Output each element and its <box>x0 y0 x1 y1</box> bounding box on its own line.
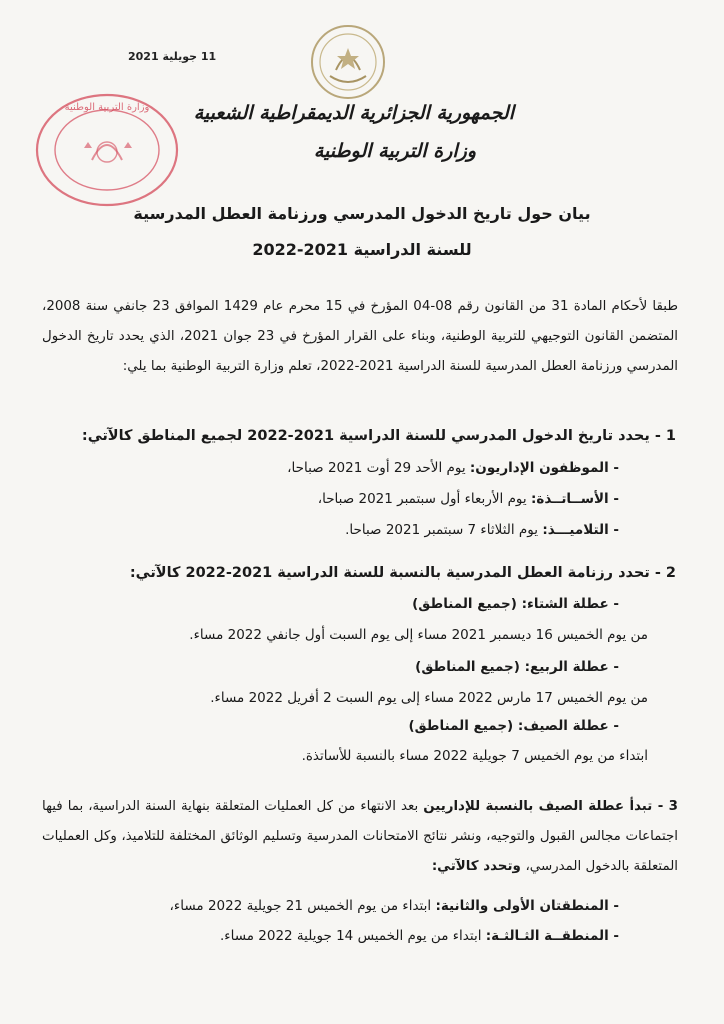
item-text: يوم الأربعاء أول سبتمبر 2021 صباحا، <box>317 491 531 507</box>
section-3-paragraph <box>42 792 678 882</box>
list-item <box>287 460 619 476</box>
item-text: يوم الثلاثاء 7 سبتمبر 2021 صباحا. <box>345 522 543 538</box>
item-text: يوم الأحد 29 أوت 2021 صباحا، <box>287 460 470 476</box>
ministry-name: وزارة التربية الوطنية <box>313 140 476 162</box>
ministry-seal-icon <box>32 90 182 210</box>
section-3-text: بعد الانتهاء من كل العمليات المتعلقة بنهاية السنة الدراسية، بما فيها اجتماعات مجالس القبول والتوجيه، ونشر نتائج الامتحانات المدرسية وتسليم الوثائق المختلفة للتلاميذ، وكل العمليات المتعلقة بالدخول المدرسي، <box>42 799 678 874</box>
item-label: - المنطقتان الأولى والثانية: <box>435 898 619 914</box>
list-item <box>345 522 619 538</box>
item-label: - الموظفون الإداريون: <box>469 460 619 476</box>
item-text: ابتداء من يوم الخميس 14 جويلية 2022 مساء. <box>219 928 486 944</box>
republic-name: الجمهورية الجزائرية الديمقراطية الشعبية <box>193 102 514 124</box>
item-label: - الأســاتــذة: <box>530 491 619 507</box>
national-emblem-icon <box>308 22 388 102</box>
section-3-lead: 3 - تبدأ عطلة الصيف بالنسبة للإداريين <box>423 799 678 814</box>
summer-holiday-title: - عطلة الصيف: (جميع المناطق) <box>408 718 619 734</box>
document-subtitle: للسنة الدراسية 2021-2022 <box>252 240 472 259</box>
list-item <box>220 928 619 944</box>
document-title: بيان حول تاريخ الدخول المدرسي ورزنامة العطل المدرسية <box>133 204 591 223</box>
summer-holiday-dates: ابتداء من يوم الخميس 7 جويلية 2022 مساء بالنسبة للأساتذة. <box>301 748 648 764</box>
item-text: ابتداء من يوم الخميس 21 جويلية 2022 مساء، <box>169 898 436 914</box>
spring-holiday-title: - عطلة الربيع: (جميع المناطق) <box>415 659 619 675</box>
section-1-title: 1 - يحدد تاريخ الدخول المدرسي للسنة الدراسية 2021-2022 لجميع المناطق كالآتي: <box>81 428 676 444</box>
seal-text: وزارة التربية الوطنية <box>64 102 150 113</box>
spring-holiday-dates: من يوم الخميس 17 مارس 2022 مساء إلى يوم السبت 2 أفريل 2022 مساء. <box>210 690 648 706</box>
list-item <box>318 491 619 507</box>
list-item <box>170 898 619 914</box>
item-label: - التلاميـــذ: <box>542 522 619 538</box>
item-label: - المنطقــة الثـالثـة: <box>485 928 619 944</box>
winter-holiday-dates: من يوم الخميس 16 ديسمبر 2021 مساء إلى يوم السبت أول جانفي 2022 مساء. <box>189 627 648 643</box>
section-3-tail: وتحدد كالآتي: <box>431 859 526 874</box>
section-2-title: 2 - تحدد رزنامة العطل المدرسية بالنسبة للسنة الدراسية 2021-2022 كالآتي: <box>129 565 676 581</box>
winter-holiday-title: - عطلة الشتاء: (جميع المناطق) <box>412 596 619 612</box>
date-stamp: 11 جويلية 2021 <box>128 50 217 63</box>
intro-paragraph: طبقا لأحكام المادة 31 من القانون رقم 08-04 المؤرخ في 15 محرم عام 1429 الموافق 23 جانفي سنة 2008، المتضمن القانون التوجيهي للتربية الوطنية، وبناء على القرار المؤرخ في 23 جوان 2021، الذي يحدد تاريخ الدخول المدرسي ورزنامة العطل المدرسية للسنة الدراسية 2021-2022، تعلم وزارة التربية الوطنية بما يلي: <box>42 299 678 374</box>
